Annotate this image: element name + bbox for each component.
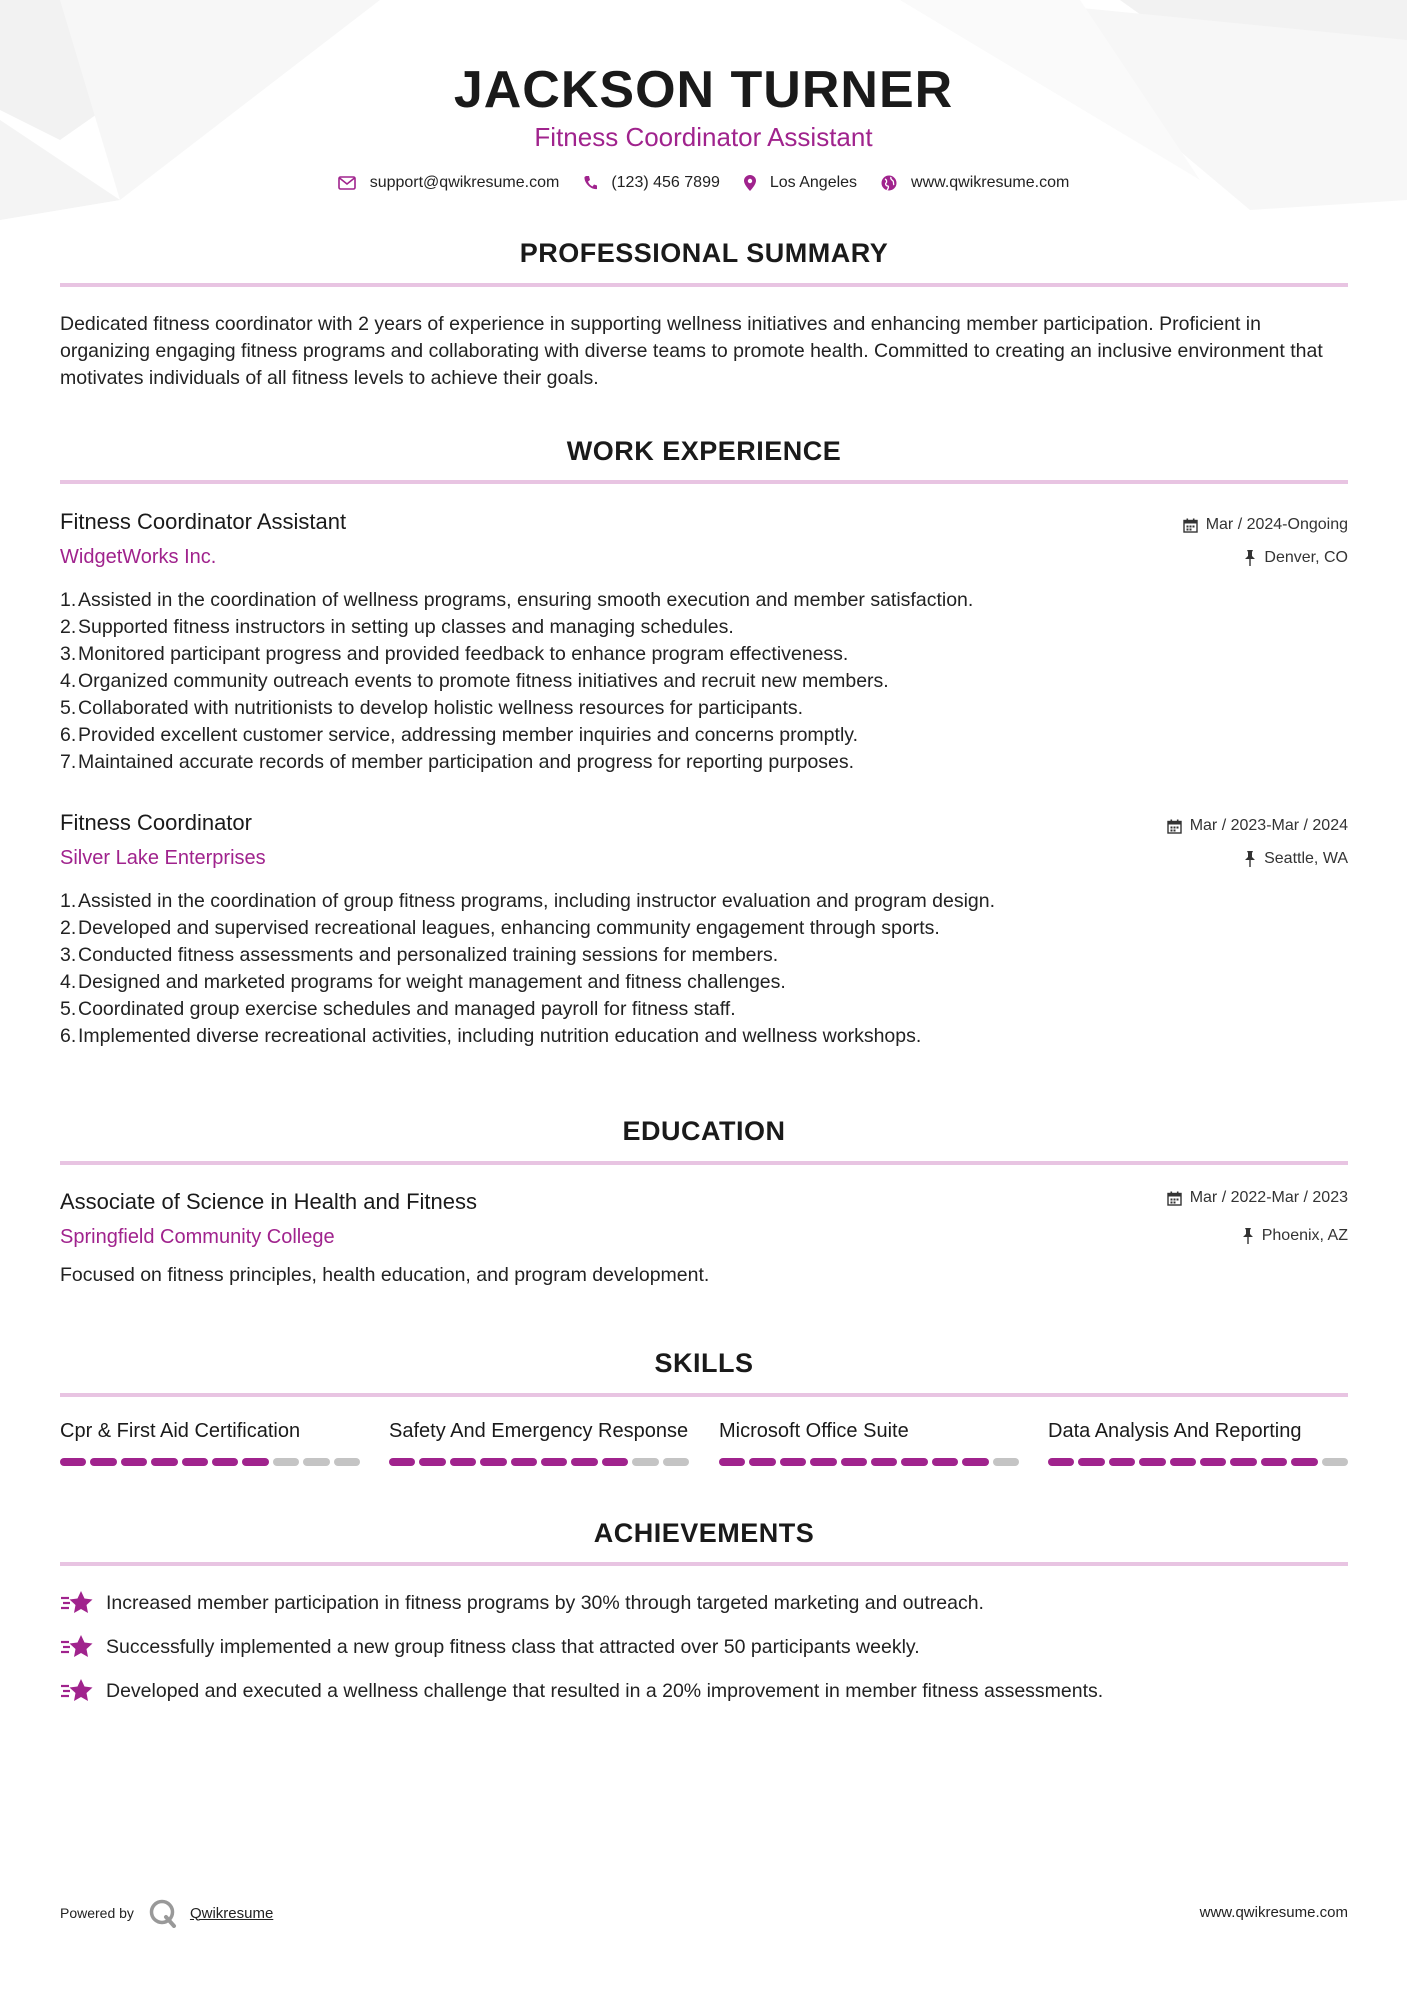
skill-segment-filled: [1291, 1458, 1317, 1466]
education-location-text: Phoenix, AZ: [1261, 1227, 1348, 1244]
achievement-item: [60, 1590, 1348, 1616]
contact-location: [744, 174, 857, 192]
globe-icon: [881, 175, 897, 191]
pushpin-icon: [1242, 1228, 1254, 1244]
powered-by-label: Powered by: [60, 1905, 134, 1921]
skill-segment-filled: [1109, 1458, 1135, 1466]
achievements-divider: [60, 1562, 1348, 1566]
list-item: 4. Designed and marketed programs for weight management and fitness challenges.: [60, 971, 786, 993]
pushpin-icon: [1244, 550, 1256, 566]
job-bullet-list: [60, 888, 1310, 1050]
skill-segment-filled: [151, 1458, 177, 1466]
skill-segment-filled: [182, 1458, 208, 1466]
job-title: Fitness Coordinator Assistant: [60, 509, 347, 534]
skill-level-bar: [60, 1458, 360, 1466]
contact-website[interactable]: [881, 174, 1069, 192]
skill-segment-empty: [1322, 1458, 1348, 1466]
education-dates: [1167, 1189, 1348, 1207]
skill-segment-filled: [511, 1458, 537, 1466]
list-item: 7. Maintained accurate records of member participation and progress for reporting purposes.: [60, 751, 855, 773]
list-item: 2. Supported fitness instructors in setting up classes and managing schedules.: [60, 616, 734, 638]
email-text: support@qwikresume.com: [369, 174, 560, 191]
skill-segment-empty: [663, 1458, 689, 1466]
job-location-text: Denver, CO: [1264, 549, 1348, 566]
achievement-text: Successfully implemented a new group fitness class that attracted over 50 participants weekly.: [106, 1635, 920, 1658]
skill-segment-filled: [1139, 1458, 1165, 1466]
education-dates-text: Mar / 2022-Mar / 2023: [1189, 1189, 1348, 1206]
skill-segment-empty: [632, 1458, 658, 1466]
list-item: 6. Implemented diverse recreational activities, including nutrition education and wellness workshops.: [60, 1025, 922, 1047]
job-location-text: Seattle, WA: [1264, 850, 1348, 867]
pushpin-icon: [1244, 851, 1256, 867]
achievement-item: [60, 1634, 1348, 1660]
skill-segment-filled: [602, 1458, 628, 1466]
star-icon: [60, 1590, 94, 1616]
company-name: WidgetWorks Inc.: [60, 546, 217, 568]
summary-divider: [60, 283, 1348, 287]
skill-segment-filled: [90, 1458, 116, 1466]
contact-email[interactable]: [338, 174, 560, 192]
footer-powered-by: [60, 1898, 273, 1928]
skill-segment-filled: [962, 1458, 988, 1466]
star-icon: [60, 1678, 94, 1704]
skill-level-bar: [1048, 1458, 1348, 1466]
skill-segment-filled: [871, 1458, 897, 1466]
skill-item: [60, 1420, 360, 1466]
calendar-icon: [1167, 1191, 1182, 1206]
qwikresume-logo-icon: [148, 1898, 178, 1928]
job-dates-text: Mar / 2023-Mar / 2024: [1189, 817, 1348, 834]
skill-segment-filled: [571, 1458, 597, 1466]
achievement-item: [60, 1678, 1348, 1704]
education-location: [1242, 1227, 1348, 1245]
summary-text: Dedicated fitness coordinator with 2 years of experience in supporting wellness initiatives and enhancing member participation. Proficient in organizing engaging fitness programs and collaborating with diverse teams to promote health. Committed to creating an inclusive environment that motivates individuals of all fitness levels to achieve their goals.: [60, 313, 1323, 389]
skill-segment-filled: [810, 1458, 836, 1466]
skill-segment-filled: [719, 1458, 745, 1466]
calendar-icon: [1167, 819, 1182, 834]
list-item: 3. Monitored participant progress and provided feedback to enhance program effectiveness.: [60, 643, 849, 665]
degree-title: Associate of Science in Health and Fitness: [60, 1189, 478, 1214]
skill-item: [719, 1420, 1019, 1466]
job-dates: [1183, 516, 1348, 534]
achievement-text: Developed and executed a wellness challenge that resulted in a 20% improvement in member fitness assessments.: [106, 1679, 1104, 1702]
skills-heading: SKILLS: [654, 1348, 754, 1378]
achievement-text: Increased member participation in fitness programs by 30% through targeted marketing and outreach.: [106, 1591, 984, 1614]
job-location: [1244, 850, 1348, 868]
skill-segment-filled: [212, 1458, 238, 1466]
skill-item: [1048, 1420, 1348, 1466]
website-text: www.qwikresume.com: [911, 174, 1070, 191]
calendar-icon: [1183, 518, 1198, 533]
job-location: [1244, 549, 1348, 567]
list-item: 2. Developed and supervised recreational leagues, enhancing community engagement through sports.: [60, 917, 940, 939]
list-item: 5. Collaborated with nutritionists to develop holistic wellness resources for participants.: [60, 697, 804, 719]
skill-level-bar: [719, 1458, 1019, 1466]
skill-segment-filled: [1170, 1458, 1196, 1466]
skill-segment-filled: [1048, 1458, 1074, 1466]
education-divider: [60, 1161, 1348, 1165]
skill-label: Safety And Emergency Response: [389, 1420, 689, 1442]
skill-label: Microsoft Office Suite: [719, 1420, 909, 1442]
skill-label: Cpr & First Aid Certification: [60, 1420, 301, 1442]
list-item: 3. Conducted fitness assessments and personalized training sessions for members.: [60, 944, 779, 966]
skill-segment-filled: [1261, 1458, 1287, 1466]
list-item: 5. Coordinated group exercise schedules and managed payroll for fitness staff.: [60, 998, 736, 1020]
map-pin-icon: [744, 175, 756, 191]
skill-segment-filled: [541, 1458, 567, 1466]
location-text: Los Angeles: [769, 174, 858, 191]
list-item: 4. Organized community outreach events to promote fitness initiatives and recruit new members.: [60, 670, 889, 692]
skill-segment-filled: [932, 1458, 958, 1466]
job-title: Fitness Coordinator: [60, 810, 252, 835]
phone-text: (123) 456 7899: [611, 174, 720, 191]
skill-segment-filled: [419, 1458, 445, 1466]
skill-segment-filled: [1078, 1458, 1104, 1466]
list-item: 6. Provided excellent customer service, addressing member inquiries and concerns promptly.: [60, 724, 858, 746]
skill-segment-filled: [1230, 1458, 1256, 1466]
footer-website-link[interactable]: www.qwikresume.com: [1199, 1904, 1348, 1921]
skills-divider: [60, 1393, 1348, 1397]
list-item: 1. Assisted in the coordination of group fitness programs, including instructor evaluation and program design.: [60, 890, 996, 912]
skill-segment-empty: [334, 1458, 360, 1466]
experience-divider: [60, 480, 1348, 484]
qwikresume-link[interactable]: Qwikresume: [189, 1904, 274, 1922]
skill-segment-filled: [121, 1458, 147, 1466]
skill-segment-empty: [273, 1458, 299, 1466]
summary-heading: PROFESSIONAL SUMMARY: [519, 238, 889, 268]
skill-segment-filled: [841, 1458, 867, 1466]
skill-segment-filled: [450, 1458, 476, 1466]
experience-heading: WORK EXPERIENCE: [566, 436, 842, 466]
skill-segment-filled: [389, 1458, 415, 1466]
skill-segment-filled: [901, 1458, 927, 1466]
school-name: Springfield Community College: [60, 1226, 335, 1248]
skill-segment-filled: [480, 1458, 506, 1466]
skill-segment-filled: [1200, 1458, 1226, 1466]
skill-segment-filled: [242, 1458, 268, 1466]
education-heading: EDUCATION: [622, 1116, 786, 1146]
envelope-icon: [338, 176, 356, 190]
job-dates-text: Mar / 2024-Ongoing: [1205, 516, 1348, 533]
achievements-heading: ACHIEVEMENTS: [593, 1518, 815, 1548]
star-icon: [60, 1634, 94, 1660]
skill-item: [389, 1420, 689, 1466]
skill-segment-filled: [780, 1458, 806, 1466]
skill-segment-empty: [303, 1458, 329, 1466]
job-bullet-list: [60, 587, 1310, 776]
skill-label: Data Analysis And Reporting: [1048, 1420, 1302, 1442]
skill-segment-empty: [993, 1458, 1019, 1466]
company-name: Silver Lake Enterprises: [60, 847, 266, 869]
candidate-name: JACKSON TURNER: [453, 61, 954, 119]
skill-segment-filled: [749, 1458, 775, 1466]
skill-segment-filled: [60, 1458, 86, 1466]
job-dates: [1167, 817, 1348, 835]
candidate-title: Fitness Coordinator Assistant: [534, 122, 873, 152]
contact-phone[interactable]: [583, 174, 720, 192]
phone-icon: [583, 175, 597, 191]
contact-bar: [0, 174, 1407, 192]
skill-level-bar: [389, 1458, 689, 1466]
list-item: 1. Assisted in the coordination of wellness programs, ensuring smooth execution and member satisfaction.: [60, 589, 974, 611]
education-description: Focused on fitness principles, health education, and program development.: [60, 1264, 710, 1286]
